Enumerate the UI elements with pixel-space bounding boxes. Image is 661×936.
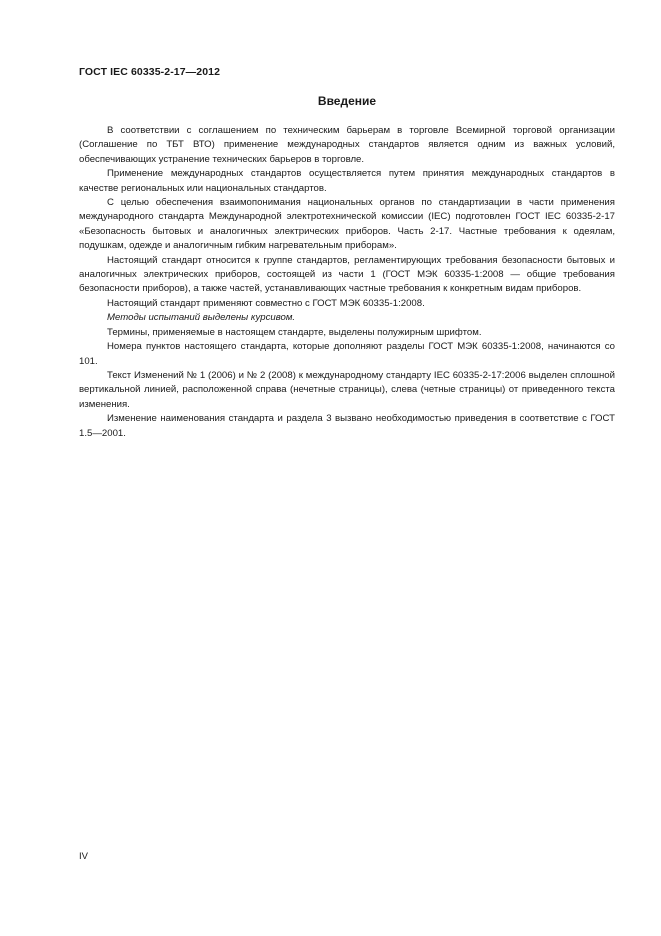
paragraph-title-change: Изменение наименования стандарта и раздела 3 вызвано необходимостью приведения в соответствие с ГОСТ 1.5—2001. — [79, 413, 615, 439]
paragraph-test-methods: Методы испытаний выделены курсивом. — [107, 312, 296, 324]
paragraph-terms: Термины, применяемые в настоящем стандарте, выделены полужирным шрифтом. — [107, 326, 482, 338]
paragraph-standards-adoption: Применение международных стандартов осуществляется путем принятия международных стандартов в качестве региональных или национальных стандартов. — [79, 168, 615, 194]
introduction-body — [79, 124, 615, 441]
paragraph-clause-numbers: Номера пунктов настоящего стандарта, которые дополняют разделы ГОСТ МЭК 60335-1:2008, начинаются со 101. — [79, 341, 615, 367]
paragraph-purpose: С целью обеспечения взаимопонимания национальных органов по стандартизации в части применения международного стандарта Международной электротехнической комиссии (IEC) подготовлен ГОСТ IEC 60335-2-17 «Безопасность бытовых и аналогичных электрических приборов. Часть 2-17. Частные требования к одеялам, подушкам, одежде и аналогичным гибким нагревательным приборам». — [79, 197, 615, 252]
paragraph-standard-group: Настоящий стандарт относится к группе стандартов, регламентирующих требования безопасности бытовых и аналогичных электрических приборов, состоящей из части 1 (ГОСТ МЭК 60335-1:2008 — общие требования безопасности приборов), а также частей, устанавливающих частные требования к конкретным видам приборов. — [79, 254, 615, 295]
document-header-standard-id: ГОСТ IEC 60335-2-17—2012 — [79, 66, 221, 78]
section-title: Введение — [317, 94, 377, 108]
paragraph-used-with: Настоящий стандарт применяют совместно с ГОСТ МЭК 60335-1:2008. — [107, 297, 425, 309]
page-number: IV — [79, 851, 88, 862]
paragraph-tbt-agreement: В соответствии с соглашением по техническим барьерам в торговле Всемирной торговой организации (Соглашение по ТБТ ВТО) применение международных стандартов является одним из важных условий, обеспечивающих устранение технических барьеров в торговле. — [79, 125, 615, 165]
paragraph-amendments: Текст Изменений № 1 (2006) и № 2 (2008) к международному стандарту IEC 60335-2-17:2006 выделен сплошной вертикальной линией, расположенной справа (нечетные страницы), слева (четные страницы) от приведенного текста изменения. — [79, 369, 615, 410]
